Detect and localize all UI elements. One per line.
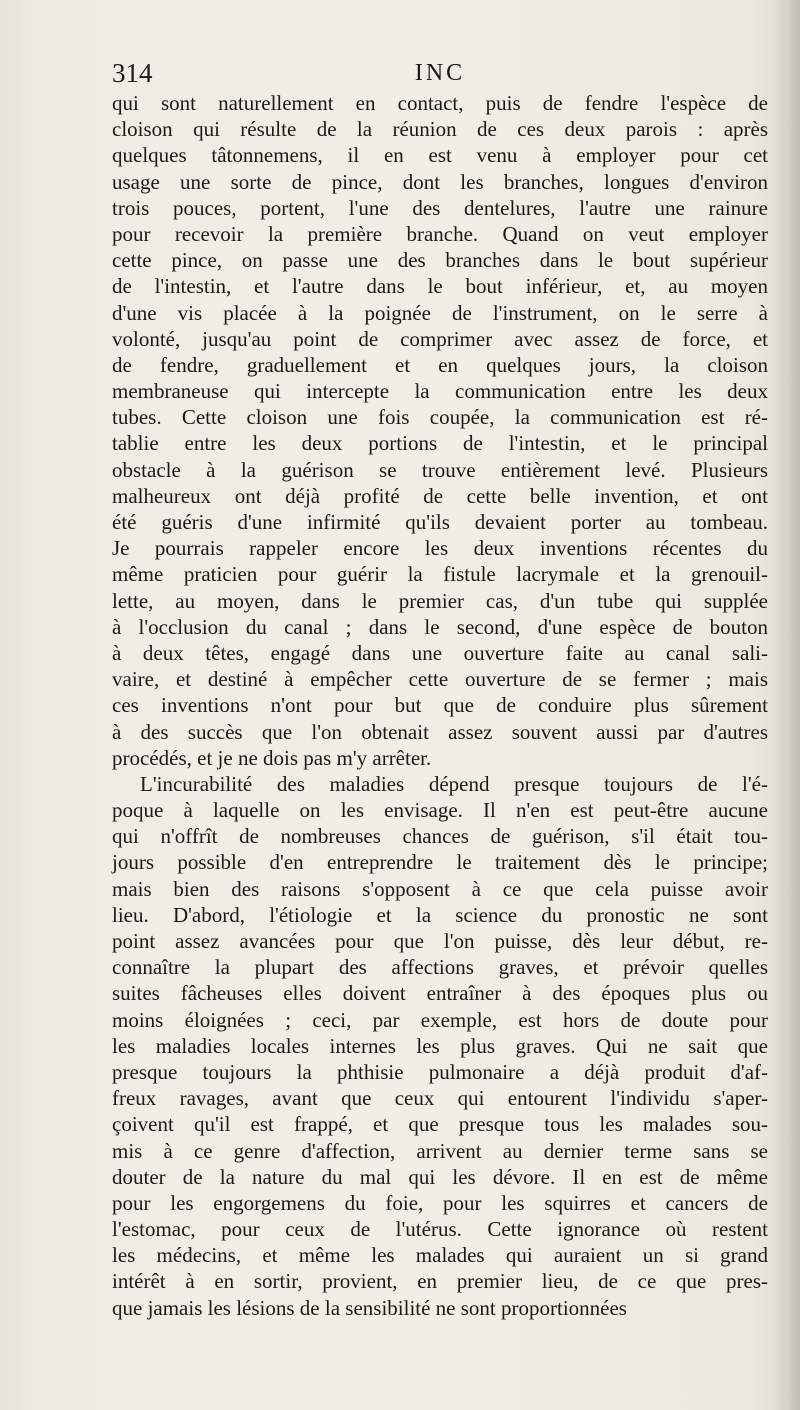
text-line: mis à ce genre d'affection, arrivent au dernier terme sans se [112, 1138, 768, 1163]
text-line: connaître la plupart des affections graves, et prévoir quelles [112, 955, 768, 980]
text-line: membraneuse qui intercepte la communication entre les deux [112, 379, 768, 404]
text-line: freux ravages, avant que ceux qui entourent l'individu s'aper- [112, 1086, 768, 1111]
text-line: à des succès que l'on obtenait assez souvent aussi par d'autres [112, 719, 768, 744]
text-line: vaire, et destiné à empêcher cette ouverture de se fermer ; mais [112, 667, 768, 692]
body-text [112, 90, 768, 1321]
text-line: malheureux ont déjà profité de cette belle invention, et ont [112, 483, 768, 508]
text-line: cloison qui résulte de la réunion de ces deux parois : après [112, 117, 768, 142]
text-line: trois pouces, portent, l'une des dentelures, l'autre une rainure [112, 195, 768, 220]
text-line: suites fâcheuses elles doivent entraîner à des époques plus ou [112, 981, 768, 1006]
text-line: mais bien des raisons s'opposent à ce que cela puisse avoir [112, 876, 768, 901]
text-line: jours possible d'en entreprendre le traitement dès le principe; [112, 850, 768, 875]
text-line: de fendre, graduellement et en quelques jours, la cloison [112, 352, 768, 377]
running-head: INC [414, 60, 466, 86]
text-line: que jamais les lésions de la sensibilité ne sont proportionnées [112, 1295, 627, 1320]
text-line: les médecins, et même les malades qui auraient un si grand [112, 1243, 768, 1268]
text-line: tablie entre les deux portions de l'intestin, et le principal [112, 431, 768, 456]
text-line: d'une vis placée à la poignée de l'instrument, on le serre à [112, 300, 768, 325]
text-line: L'incurabilité des maladies dépend presque toujours de l'é- [140, 771, 768, 796]
text-line: procédés, et je ne dois pas m'y arrêter. [112, 745, 432, 770]
text-line: cette pince, on passe une des branches dans le bout supérieur [112, 248, 768, 273]
text-line: lieu. D'abord, l'étiologie et la science du pronostic ne sont [112, 902, 768, 927]
text-line: à l'occlusion du canal ; dans le second, d'une espèce de bouton [112, 614, 768, 639]
text-line: moins éloignées ; ceci, par exemple, est hors de doute pour [112, 1007, 768, 1032]
text-line: tubes. Cette cloison une fois coupée, la communication est ré- [112, 405, 768, 430]
text-line: ces inventions n'ont pour but que de conduire plus sûrement [112, 693, 768, 718]
text-line: intérêt à en sortir, provient, en premier lieu, de ce que pres- [112, 1269, 768, 1294]
text-line: quelques tâtonnemens, il en est venu à employer pour cet [112, 143, 768, 168]
binding-shadow [770, 0, 800, 1410]
text-line: l'estomac, pour ceux de l'utérus. Cette ignorance où restent [112, 1217, 768, 1242]
text-line: point assez avancées pour que l'on puisse, dès leur début, re- [112, 929, 768, 953]
text-line: presque toujours la phthisie pulmonaire a déjà produit d'af- [112, 1059, 768, 1084]
page-header [110, 56, 770, 90]
text-line: même praticien pour guérir la fistule lacrymale et la grenouil- [112, 562, 768, 587]
text-line: Je pourrais rappeler encore les deux inventions récentes du [112, 536, 768, 561]
text-line: usage une sorte de pince, dont les branches, longues d'environ [112, 169, 768, 194]
text-line: volonté, jusqu'au point de comprimer avec assez de force, et [112, 326, 768, 351]
text-line: çoivent qu'il est frappé, et que presque tous les malades sou- [112, 1112, 768, 1137]
text-line: qui n'offrît de nombreuses chances de guérison, s'il était tou- [112, 824, 768, 849]
text-line: à deux têtes, engagé dans une ouverture faite au canal sali- [112, 640, 768, 665]
text-line: lette, au moyen, dans le premier cas, d'un tube qui supplée [112, 588, 768, 613]
text-line: poque à laquelle on les envisage. Il n'en est peut-être aucune [112, 798, 768, 823]
page-number: 314 [112, 58, 153, 88]
text-line: pour recevoir la première branche. Quand on veut employer [112, 221, 768, 246]
text-line: de l'intestin, et l'autre dans le bout inférieur, et, au moyen [112, 274, 768, 299]
text-line: qui sont naturellement en contact, puis de fendre l'espèce de [112, 91, 768, 115]
text-line: les maladies locales internes les plus graves. Qui ne sait que [112, 1033, 768, 1058]
text-line: été guéris d'une infirmité qu'ils devaient porter au tombeau. [112, 510, 768, 534]
text-line: douter de la nature du mal qui les dévore. Il en est de même [112, 1164, 768, 1189]
text-line: obstacle à la guérison se trouve entièrement levé. Plusieurs [112, 457, 768, 482]
text-line: pour les engorgemens du foie, pour les squirres et cancers de [112, 1190, 768, 1215]
